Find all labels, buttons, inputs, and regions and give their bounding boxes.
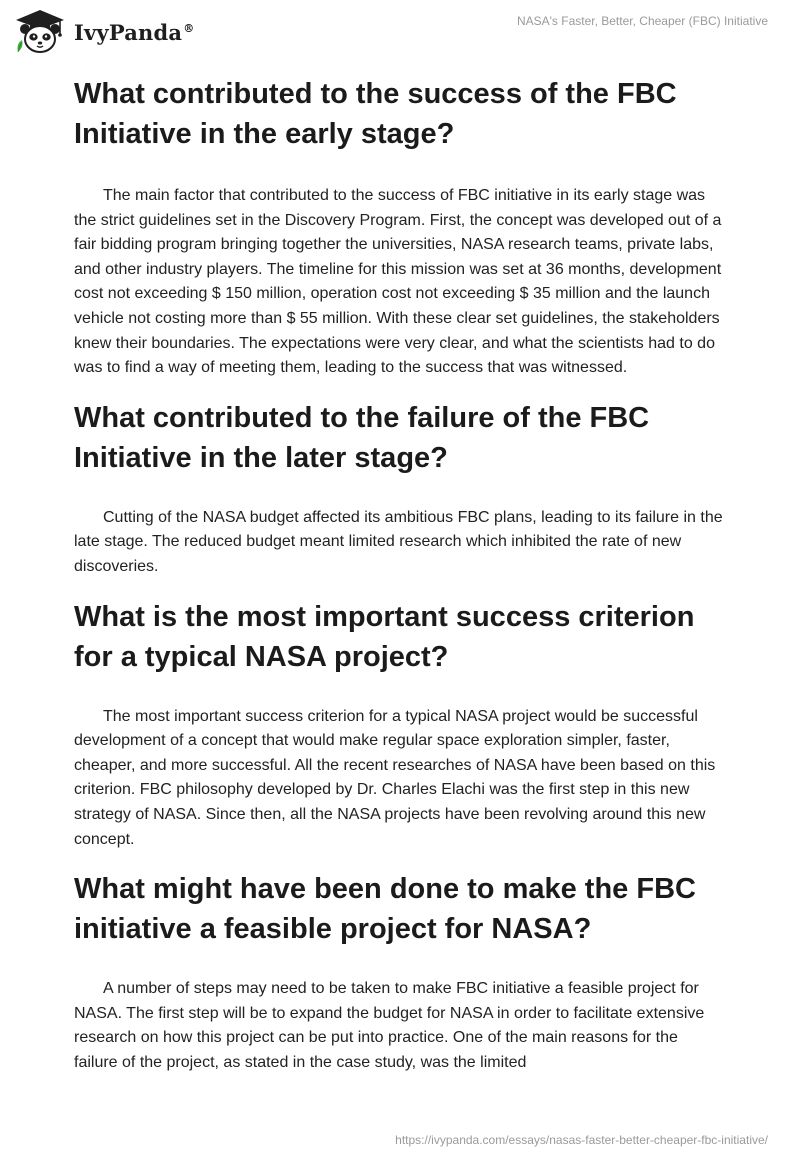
- source-url-link[interactable]: https://ivypanda.com/essays/nasas-faster-better-cheaper-fbc-initiative/: [395, 1133, 768, 1147]
- section-heading-feasibility: What might have been done to make the FBC initiative a feasible project for NASA?: [74, 873, 696, 946]
- section-heading-later-failure: What contributed to the failure of the FBC Initiative in the later stage?: [74, 401, 650, 474]
- section-heading-success-criterion: What is the most important success criterion for a typical NASA project?: [74, 600, 695, 673]
- page-header: [0, 0, 800, 64]
- logo-registered-mark: ®: [183, 21, 195, 35]
- panda-graduate-icon: [12, 8, 68, 56]
- logo-name: IvyPanda: [74, 19, 183, 45]
- section-body-success-criterion: The most important success criterion for a typical NASA project would be successful development of a concept that would make regular space exploration simpler, faster, cheaper, and more successful. All the recent researches of NASA have been based on this criterion. FBC philosophy developed by Dr. Charles Elachi was the first step in this new strategy of NASA. Since then, all the NASA projects have been revolving around this new concept.: [74, 707, 716, 848]
- document-title: NASA's Faster, Better, Cheaper (FBC) Initiative: [516, 14, 768, 28]
- section-body-later-failure: Cutting of the NASA budget affected its ambitious FBC plans, leading to its failure in the late stage. The reduced budget meant limited research which inhibited the rate of new discoveries.: [74, 508, 723, 575]
- section-body-early-success: The main factor that contributed to the success of FBC initiative in its early stage was the strict guidelines set in the Discovery Program. First, the concept was developed out of a fair bidding program bringing together the universities, NASA research teams, private labs, and other industry players. The timeline for this mission was set at 36 months, development cost not exceeding $ 150 million, operation cost not exceeding $ 35 million and the launch vehicle not costing more than $ 55 million. With these clear set guidelines, the stakeholders knew their boundaries. The expectations were very clear, and what the scientists had to do was to find a way of meeting them, leading to the success that was witnessed.: [74, 187, 722, 377]
- essay-content: [74, 72, 724, 1075]
- section-heading-early-success: What contributed to the success of the FBC Initiative in the early stage?: [74, 78, 677, 150]
- logo-wordmark: [74, 20, 194, 45]
- section-body-feasibility: A number of steps may need to be taken to make FBC initiative a feasible project for NASA. The first step will be to expand the budget for NASA in order to facilitate extensive research on how this project can be put into practice. One of the main reasons for the failure of the project, as stated in the case study, was the limited: [74, 980, 705, 1071]
- ivypanda-logo[interactable]: [12, 8, 194, 56]
